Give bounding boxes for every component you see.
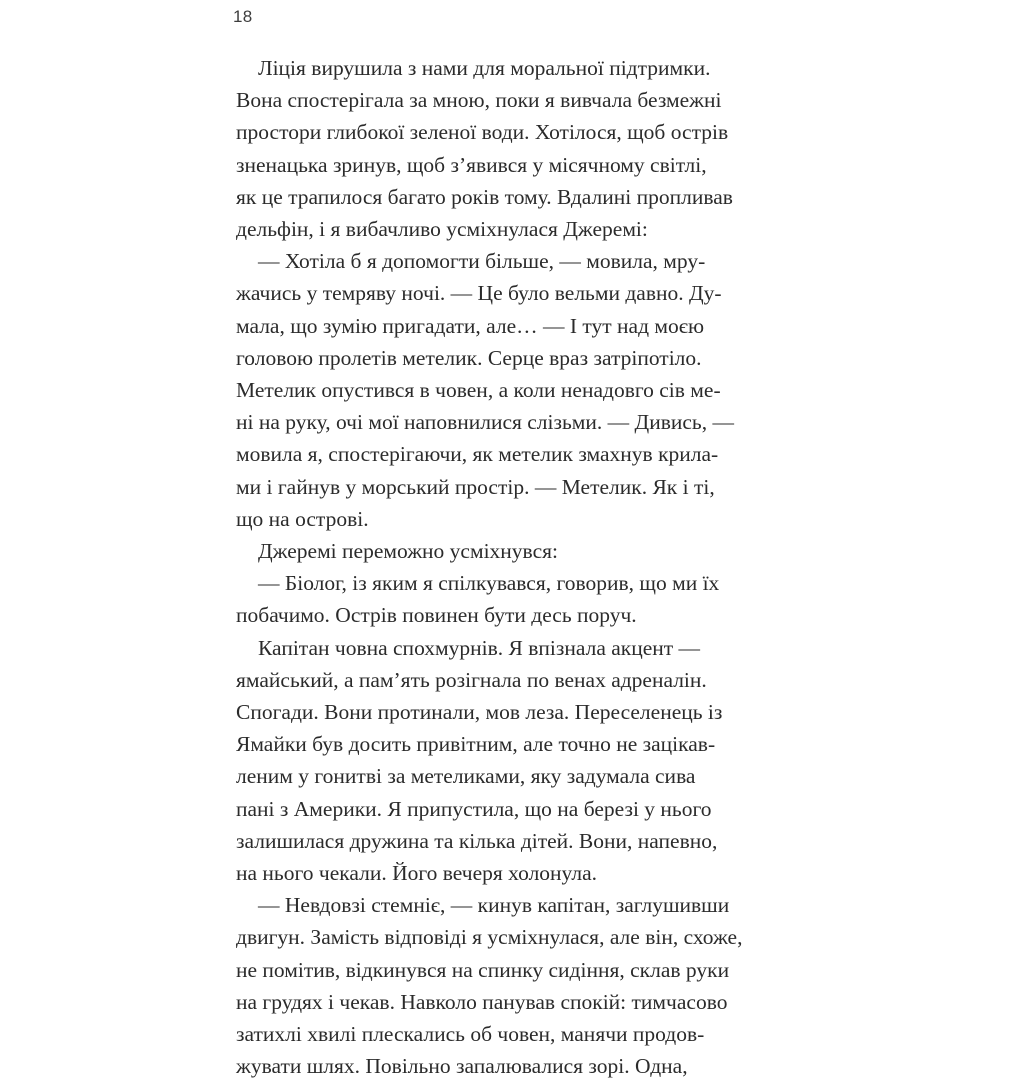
text-line <box>236 535 790 567</box>
paragraph <box>236 52 790 245</box>
text-line-content: простори глибокої зеленої води. Хотілося, щоб острів <box>236 120 729 145</box>
text-line-content: побачимо. Острів повинен бути десь поруч. <box>236 603 637 628</box>
text-line-content: Ліція вирушила з нами для моральної підтримки. <box>258 56 711 80</box>
text-line <box>236 116 790 148</box>
text-line-content: залишилася дружина та кілька дітей. Вони, напевно, <box>236 828 718 853</box>
text-line <box>236 793 790 825</box>
text-line <box>236 567 790 599</box>
text-line <box>236 889 790 921</box>
text-line <box>236 857 790 889</box>
text-line <box>236 1050 790 1082</box>
text-line-content: мовила я, спостерігаючи, як метелик змахнув крила- <box>236 442 719 467</box>
text-line <box>236 374 790 406</box>
text-line-content: головою пролетів метелик. Серце враз затріпотіло. <box>236 345 702 370</box>
text-line <box>236 954 790 986</box>
text-line-content: дельфін, і я вибачливо усміхнулася Джеремі: <box>236 217 648 242</box>
text-line <box>236 471 790 503</box>
text-line-content: Ямайки був досить привітним, але точно не зацікав- <box>236 732 716 757</box>
text-line <box>236 342 790 374</box>
text-line-content: Вона спостерігала за мною, поки я вивчала безмежні <box>236 88 722 113</box>
text-line-content: як це трапилося багато років тому. Вдалині пропливав <box>236 184 733 209</box>
paragraph <box>236 632 790 890</box>
text-line-content: ямайський, а пам’ять розігнала по венах адреналін. <box>236 667 707 692</box>
text-line <box>236 149 790 181</box>
text-line-content: Метелик опустився в човен, а коли ненадовго сів ме- <box>236 378 721 403</box>
text-line <box>236 728 790 760</box>
text-line-content: — Біолог, із яким я спілкувався, говорив, що ми їх <box>258 571 720 596</box>
text-line-content: затихлі хвилі плескались об човен, манячи продов- <box>236 1022 705 1047</box>
text-line <box>236 310 790 342</box>
text-line <box>236 1018 790 1050</box>
text-line-content: на грудях і чекав. Навколо панував спокій: тимчасово <box>236 989 728 1014</box>
text-line <box>236 986 790 1018</box>
paragraph <box>236 245 790 535</box>
text-line <box>236 52 790 84</box>
text-line-content: Спогади. Вони протинали, мов леза. Переселенець із <box>236 700 723 725</box>
paragraph <box>236 889 790 1082</box>
text-line <box>236 213 790 245</box>
text-line <box>236 696 790 728</box>
text-line <box>236 245 790 277</box>
text-line-content: ми і гайнув у морський простір. — Метелик. Як і ті, <box>236 474 715 499</box>
text-line-content: жувати шлях. Повільно запалювалися зорі. Одна, <box>236 1054 688 1079</box>
text-line-content: що на острові. <box>236 506 369 531</box>
text-line-content: зненацька зринув, щоб з’явився у місячному світлі, <box>236 152 707 177</box>
text-line <box>236 438 790 470</box>
text-line-content: Капітан човна спохмурнів. Я впізнала акцент — <box>258 635 701 660</box>
text-line <box>236 503 790 535</box>
text-line <box>236 181 790 213</box>
text-line-content: ні на руку, очі мої наповнилися слізьми. — Дивись, — <box>236 410 734 435</box>
text-line <box>236 760 790 792</box>
text-line-content: Джеремі переможно усміхнувся: <box>258 539 558 564</box>
text-line-content: леним у гонитві за метеликами, яку задумала сива <box>236 764 696 789</box>
text-line-content: не помітив, відкинувся на спинку сидіння, склав руки <box>236 957 730 982</box>
text-line <box>236 664 790 696</box>
text-line-content: мала, що зумію пригадати, але… — І тут над моєю <box>236 313 705 338</box>
text-line-content: — Хотіла б я допомогти більше, — мовила, мру- <box>258 249 706 274</box>
text-line <box>236 825 790 857</box>
text-line <box>236 599 790 631</box>
paragraph <box>236 567 790 631</box>
text-line <box>236 84 790 116</box>
body-text-block <box>236 52 790 1083</box>
text-line <box>236 921 790 953</box>
paragraph <box>236 535 790 567</box>
text-line-content: двигун. Замість відповіді я усміхнулася, але він, схоже, <box>236 925 743 950</box>
text-line <box>236 632 790 664</box>
text-line-content: — Невдовзі стемніє, — кинув капітан, заглушивши <box>258 893 730 918</box>
text-line-content: жачись у темряву ночі. — Це було вельми давно. Ду- <box>236 281 722 306</box>
text-line-content: пані з Америки. Я припустила, що на березі у нього <box>236 796 712 821</box>
page-number: 18 <box>233 7 253 26</box>
text-line-content: на нього чекали. Його вечеря холонула. <box>236 861 598 886</box>
text-line <box>236 277 790 309</box>
text-line <box>236 406 790 438</box>
